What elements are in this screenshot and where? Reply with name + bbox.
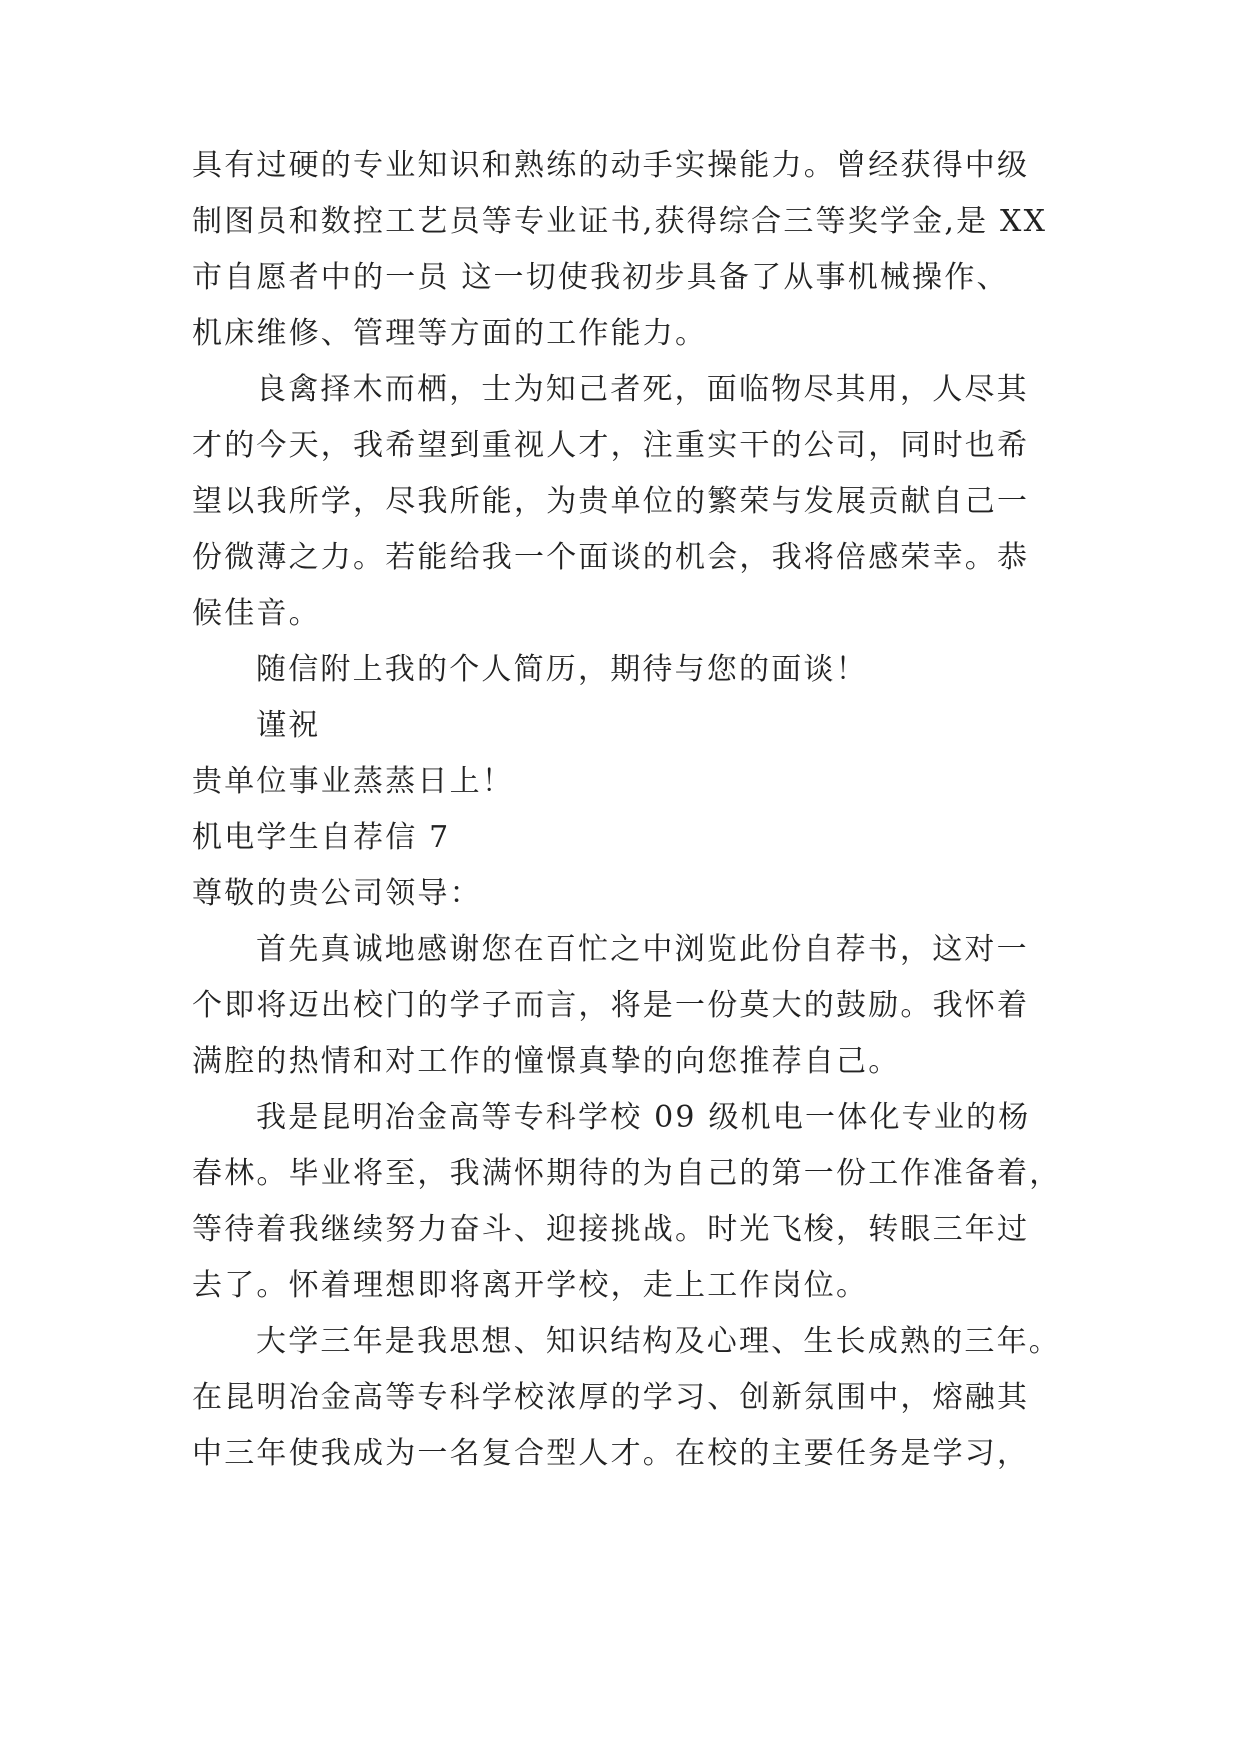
text-line: 市自愿者中的一员 这一切使我初步具备了从事机械操作、 (192, 260, 1009, 295)
text-line: 中三年使我成为一名复合型人才。在校的主要任务是学习， (192, 1436, 1030, 1471)
section-title: 机电学生自荐信 7 (192, 820, 451, 855)
paragraph-start-line: 首先真诚地感谢您在百忙之中浏览此份自荐书，这对一 (256, 932, 1029, 967)
text-line: 机床维修、管理等方面的工作能力。 (192, 316, 708, 351)
greeting: 尊敬的贵公司领导： (192, 876, 482, 911)
text-line: 在昆明冶金高等专科学校浓厚的学习、创新氛围中，熔融其 (192, 1380, 1030, 1415)
text-line: 候佳音。 (192, 596, 321, 631)
paragraph-start-line: 我是昆明冶金高等专科学校 09 级机电一体化专业的杨 (256, 1100, 1031, 1135)
paragraph-start-line: 随信附上我的个人简历，期待与您的面谈！ (256, 652, 868, 687)
text-line: 具有过硬的专业知识和熟练的动手实操能力。曾经获得中级 (192, 148, 1030, 183)
closing-salutation: 谨祝 (256, 708, 321, 743)
text-line: 制图员和数控工艺员等专业证书,获得综合三等奖学金,是 XX (192, 204, 1048, 239)
text-line: 望以我所学，尽我所能，为贵单位的繁荣与发展贡献自己一 (192, 484, 1030, 519)
text-line: 个即将迈出校门的学子而言，将是一份莫大的鼓励。我怀着 (192, 988, 1030, 1023)
closing-wish: 贵单位事业蒸蒸日上！ (192, 764, 514, 799)
paragraph-start-line: 大学三年是我思想、知识结构及心理、生长成熟的三年。 (256, 1324, 1061, 1359)
text-line: 份微薄之力。若能给我一个面谈的机会，我将倍感荣幸。恭 (192, 540, 1030, 575)
text-line: 满腔的热情和对工作的憧憬真挚的向您推荐自己。 (192, 1044, 901, 1079)
text-line: 才的今天，我希望到重视人才，注重实干的公司，同时也希 (192, 428, 1030, 463)
text-line: 等待着我继续努力奋斗、迎接挑战。时光飞梭，转眼三年过 (192, 1212, 1030, 1247)
text-line: 春林。毕业将至，我满怀期待的为自己的第一份工作准备着， (192, 1156, 1062, 1191)
paragraph-start-line: 良禽择木而栖，士为知己者死，面临物尽其用，人尽其 (256, 372, 1029, 407)
text-line: 去了。怀着理想即将离开学校，走上工作岗位。 (192, 1268, 869, 1303)
